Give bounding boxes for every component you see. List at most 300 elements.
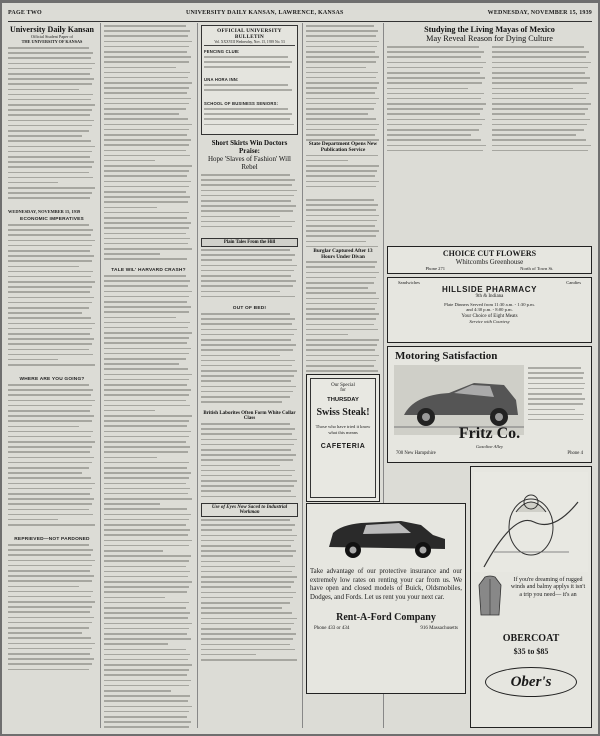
text-line <box>387 129 479 131</box>
text-line <box>8 192 92 194</box>
ad-address: 916 Massachusetts <box>420 626 458 632</box>
car-illustration <box>311 507 461 562</box>
editorial-heading: WHERE ARE YOU GOING? <box>19 377 85 382</box>
text-line <box>387 77 485 79</box>
text-line <box>201 465 280 467</box>
text-line <box>306 344 377 346</box>
masthead-subtitle-2: THE UNIVERSITY OF KANSAS <box>21 39 83 44</box>
text-line <box>201 200 291 202</box>
ad-name: Rent-A-Ford Company <box>336 612 436 624</box>
text-line <box>8 328 92 330</box>
text-line <box>104 332 192 334</box>
obers-logo <box>485 667 577 697</box>
text-line <box>104 258 187 260</box>
text-line <box>201 566 295 568</box>
text-line <box>104 633 187 635</box>
text-line <box>306 313 379 315</box>
text-line <box>104 394 189 396</box>
text-line <box>104 586 189 588</box>
text-line <box>306 303 377 305</box>
text-line <box>306 134 375 136</box>
text-line <box>201 433 292 435</box>
ad-text: Gasoline Alley <box>475 444 504 449</box>
bulletin-item: FENCING CLUB: <box>204 49 240 54</box>
text-line <box>8 234 91 236</box>
text-line <box>8 114 90 116</box>
text-line <box>201 659 297 661</box>
text-line <box>306 230 379 232</box>
text-line <box>201 496 296 498</box>
text-line <box>104 540 192 542</box>
text-line <box>104 368 188 370</box>
text-line <box>104 322 190 324</box>
text-line <box>8 166 92 168</box>
cafeteria-ad <box>306 374 380 502</box>
ad-address: North of Town St. <box>520 266 554 271</box>
text-line <box>104 498 192 500</box>
text-line <box>387 72 480 74</box>
bulletin-text <box>204 84 295 98</box>
text-line <box>306 67 366 69</box>
text-line <box>104 222 191 224</box>
text-line <box>104 436 189 438</box>
text-line <box>387 93 484 95</box>
ad-body: If you're dreaming of rugged winds and balmy applys it isn't a trip you need— it's an <box>510 577 586 598</box>
text-line <box>201 391 293 393</box>
text-line <box>306 72 378 74</box>
text-line <box>306 360 376 362</box>
story-body <box>201 249 298 303</box>
column-2 <box>104 23 193 728</box>
text-line <box>8 271 93 273</box>
text-line <box>8 637 91 639</box>
editorial-body <box>8 224 96 374</box>
masthead-title: University Daily Kansan <box>9 25 94 34</box>
text-line <box>104 51 187 53</box>
text-line <box>104 431 191 433</box>
text-line <box>8 575 94 577</box>
text-line <box>104 685 189 687</box>
text-line <box>387 119 485 121</box>
text-line <box>387 56 481 58</box>
text-line <box>8 477 91 479</box>
ad-name: Ober's <box>510 673 552 690</box>
text-line <box>204 84 288 86</box>
text-line <box>8 658 94 660</box>
ad-headline: CHOICE CUT FLOWERS <box>442 249 537 258</box>
text-line <box>201 449 291 451</box>
text-line <box>387 103 486 105</box>
text-line <box>104 529 190 531</box>
coat-illustration <box>475 575 505 617</box>
story-body <box>201 519 298 669</box>
text-line <box>306 77 376 79</box>
text-line <box>104 545 189 547</box>
travel-illustration <box>474 472 588 572</box>
text-line <box>104 134 187 136</box>
text-line <box>8 549 93 551</box>
text-line <box>104 514 191 516</box>
text-line <box>492 82 587 84</box>
text-line <box>104 581 192 583</box>
text-line <box>104 212 189 214</box>
text-line <box>201 555 293 557</box>
text-line <box>8 410 90 412</box>
masthead-subtitle: Official Student Paper of <box>31 34 73 39</box>
text-line <box>201 210 293 212</box>
ad-address: 700 New Hampshire <box>396 451 436 456</box>
text-line <box>8 224 89 226</box>
column-1 <box>8 23 96 728</box>
text-line <box>204 124 294 126</box>
text-line <box>306 225 375 227</box>
text-line <box>201 259 292 261</box>
ad-phone: Phone 271 <box>425 266 446 271</box>
text-line <box>492 77 590 79</box>
text-line <box>201 344 296 346</box>
text-line <box>306 241 366 243</box>
ad-headline: Swiss Steak! <box>316 407 370 418</box>
text-line <box>201 475 292 477</box>
text-line <box>492 150 588 152</box>
text-line <box>201 360 295 362</box>
text-line <box>104 441 186 443</box>
text-line <box>104 30 190 32</box>
ad-name: CAFETERIA <box>320 443 366 451</box>
text-line <box>104 61 189 63</box>
page-date: WEDNESDAY, NOVEMBER 15, 1939 <box>487 10 592 16</box>
text-line <box>306 287 368 289</box>
bulletin-text <box>204 56 295 74</box>
text-line <box>306 370 378 372</box>
text-line <box>201 524 295 526</box>
text-line <box>201 490 291 492</box>
text-line <box>201 454 296 456</box>
text-line <box>104 201 188 203</box>
text-line <box>201 205 296 207</box>
text-line <box>387 124 482 126</box>
column-3 <box>201 23 298 728</box>
text-line <box>8 420 92 422</box>
text-line <box>306 92 375 94</box>
text-line <box>201 623 294 625</box>
text-line <box>8 47 89 49</box>
text-line <box>528 383 585 385</box>
text-line <box>104 301 187 303</box>
text-line <box>201 375 294 377</box>
text-line <box>104 410 155 412</box>
text-line <box>201 423 290 425</box>
text-line <box>492 88 573 90</box>
text-line <box>104 654 190 656</box>
text-line <box>8 446 92 448</box>
text-line <box>8 99 91 101</box>
header-rule <box>8 21 592 22</box>
text-line <box>201 313 290 315</box>
text-line <box>306 308 375 310</box>
text-line <box>104 571 190 573</box>
text-line <box>104 690 171 692</box>
text-line <box>8 617 94 619</box>
text-line <box>8 156 90 158</box>
text-line <box>104 472 191 474</box>
text-line <box>104 108 186 110</box>
text-line <box>201 628 291 630</box>
text-line <box>8 172 89 174</box>
text-line <box>204 108 288 110</box>
editorial-body <box>104 25 193 265</box>
text-line <box>104 87 189 89</box>
text-line <box>306 235 376 237</box>
page-number: PAGE TWO <box>8 10 42 16</box>
text-line <box>104 425 187 427</box>
text-line <box>104 488 190 490</box>
text-line <box>201 644 290 646</box>
text-line <box>201 365 292 367</box>
text-line <box>201 586 291 588</box>
text-line <box>387 67 483 69</box>
text-line <box>104 711 189 713</box>
text-line <box>8 431 93 433</box>
text-line <box>104 25 186 27</box>
ad-address: 9th & Indiana <box>475 294 504 299</box>
text-line <box>387 134 471 136</box>
text-line <box>104 669 189 671</box>
story-body <box>201 174 298 236</box>
text-line <box>104 348 191 350</box>
text-line <box>306 199 374 201</box>
text-line <box>528 414 584 416</box>
text-line <box>201 561 280 563</box>
editorial-heading: TALE WIL' HARVARD CRASH? <box>111 268 186 273</box>
rent-a-ford-ad <box>306 503 466 694</box>
text-line <box>201 190 297 192</box>
ad-body: Take advantage of our protective insurance and our extremely low rates on renting your car from us. We have open and closed models of Buick, Oldsmobiles, Dodges, and Fords. Let us rent you your next car. <box>310 568 462 601</box>
ad-contact <box>396 451 583 456</box>
text-line <box>8 611 90 613</box>
text-line <box>8 384 89 386</box>
text-line <box>8 493 90 495</box>
text-line <box>306 98 379 100</box>
text-line <box>8 104 95 106</box>
text-line <box>201 576 297 578</box>
paper-name: UNIVERSITY DAILY KANSAN, LAWRENCE, KANSAS <box>185 10 344 16</box>
text-line <box>104 41 192 43</box>
ad-text: and 4:30 p.m. - 8:00 p.m. <box>466 307 513 312</box>
text-line <box>201 638 293 640</box>
text-line <box>306 215 379 217</box>
text-line <box>104 243 188 245</box>
text-line <box>104 186 189 188</box>
text-line <box>104 415 192 417</box>
text-line <box>8 130 89 132</box>
text-line <box>387 150 483 152</box>
staff-box <box>8 47 96 207</box>
cafeteria-ad-frame <box>310 378 376 498</box>
text-line <box>201 592 296 594</box>
text-line <box>492 145 591 147</box>
text-line <box>104 77 188 79</box>
page-header <box>8 10 592 20</box>
text-line <box>528 372 584 374</box>
text-line <box>104 560 189 562</box>
text-line <box>492 113 585 115</box>
text-line <box>306 329 378 331</box>
ad-phone: Phone 433 or 434 <box>314 626 350 632</box>
text-line <box>8 125 92 127</box>
text-line <box>387 139 481 141</box>
text-line <box>387 62 486 64</box>
editorial-body <box>8 544 96 674</box>
column-divider <box>197 23 198 728</box>
text-line <box>8 472 82 474</box>
text-line <box>8 120 94 122</box>
text-line <box>104 196 190 198</box>
ad-name: Fritz Co. <box>458 425 521 442</box>
text-line <box>528 393 582 395</box>
text-line <box>104 353 189 355</box>
text-line <box>104 566 186 568</box>
text-line <box>8 286 92 288</box>
text-line <box>201 355 280 357</box>
text-line <box>387 46 479 48</box>
text-line <box>306 165 379 167</box>
text-line <box>306 277 376 279</box>
text-line <box>306 108 374 110</box>
ad-text: Candies <box>566 280 581 285</box>
text-line <box>201 485 294 487</box>
column-divider <box>100 23 101 728</box>
text-line <box>492 51 589 53</box>
text-line <box>8 560 95 562</box>
text-line <box>201 291 280 293</box>
text-line <box>387 98 481 100</box>
text-line <box>104 238 190 240</box>
text-line <box>8 663 92 665</box>
text-line <box>201 323 292 325</box>
text-line <box>8 509 89 511</box>
text-line <box>104 477 189 479</box>
text-line <box>492 46 584 48</box>
text-line <box>104 311 189 313</box>
text-line <box>104 181 191 183</box>
text-line <box>8 266 79 268</box>
story-body <box>201 313 298 409</box>
text-line <box>8 570 90 572</box>
text-line <box>8 52 93 54</box>
text-line <box>8 260 92 262</box>
text-line <box>201 179 295 181</box>
text-line <box>492 67 588 69</box>
text-line <box>306 30 378 32</box>
text-line <box>8 73 90 75</box>
text-line <box>201 275 291 277</box>
story-headline: Use of Eyes Now Saced to Industrial Workman <box>211 505 288 515</box>
text-line <box>201 428 295 430</box>
text-line <box>104 227 189 229</box>
ad-text: for <box>340 388 346 393</box>
text-line <box>387 82 482 84</box>
text-line <box>306 324 374 326</box>
text-line <box>201 349 293 351</box>
text-line <box>204 56 288 58</box>
ad-name: Whitcombs Greenhouse <box>455 258 524 266</box>
text-line <box>104 493 188 495</box>
text-line <box>492 103 591 105</box>
editorial-heading: REPRIEVED—NOT PARDONED <box>14 537 90 542</box>
text-line <box>104 420 189 422</box>
burglar-story-heading <box>306 248 380 260</box>
text-line <box>201 529 292 531</box>
text-line <box>104 56 191 58</box>
text-line <box>201 535 297 537</box>
text-line <box>8 601 95 603</box>
text-line <box>201 550 296 552</box>
text-line <box>492 93 589 95</box>
text-line <box>104 170 189 172</box>
text-line <box>104 233 186 235</box>
text-line <box>104 317 176 319</box>
text-line <box>201 296 295 298</box>
flowers-ad <box>387 246 592 274</box>
text-line <box>528 367 581 369</box>
text-line <box>306 129 377 131</box>
column-heading-box <box>201 238 298 247</box>
text-line <box>201 612 292 614</box>
text-line <box>201 519 290 521</box>
fritz-ad <box>387 346 592 463</box>
text-line <box>8 281 95 283</box>
text-line <box>201 221 295 223</box>
text-line <box>104 706 192 708</box>
text-line <box>104 285 188 287</box>
text-line <box>104 92 187 94</box>
subheading: OUT OF BED! <box>232 306 267 311</box>
text-line <box>104 591 187 593</box>
text-line <box>387 145 486 147</box>
text-line <box>306 103 376 105</box>
bulletin-box <box>201 25 298 135</box>
text-line <box>8 312 82 314</box>
editorial-body <box>8 384 96 534</box>
text-line <box>104 129 189 131</box>
text-line <box>8 297 94 299</box>
text-line <box>8 63 95 65</box>
text-line <box>201 226 292 228</box>
text-line <box>306 82 379 84</box>
text-line <box>104 67 176 69</box>
text-line <box>204 113 292 115</box>
bulletin-title: OFFICIAL UNIVERSITY BULLETIN <box>217 28 282 40</box>
text-line <box>528 377 583 379</box>
text-line <box>306 46 377 48</box>
text-line <box>8 276 91 278</box>
text-line <box>104 524 186 526</box>
text-line <box>8 405 92 407</box>
story-headline: British Laborites Often Form White Collar Class <box>203 411 296 421</box>
text-line <box>104 612 190 614</box>
obercoat-ad <box>470 466 592 728</box>
text-line <box>104 519 189 521</box>
text-line <box>306 282 374 284</box>
text-line <box>104 379 189 381</box>
text-line <box>306 51 375 53</box>
text-line <box>104 716 187 718</box>
text-line <box>8 596 91 598</box>
text-line <box>201 540 294 542</box>
bulletin-text <box>204 108 295 132</box>
text-line <box>387 108 483 110</box>
